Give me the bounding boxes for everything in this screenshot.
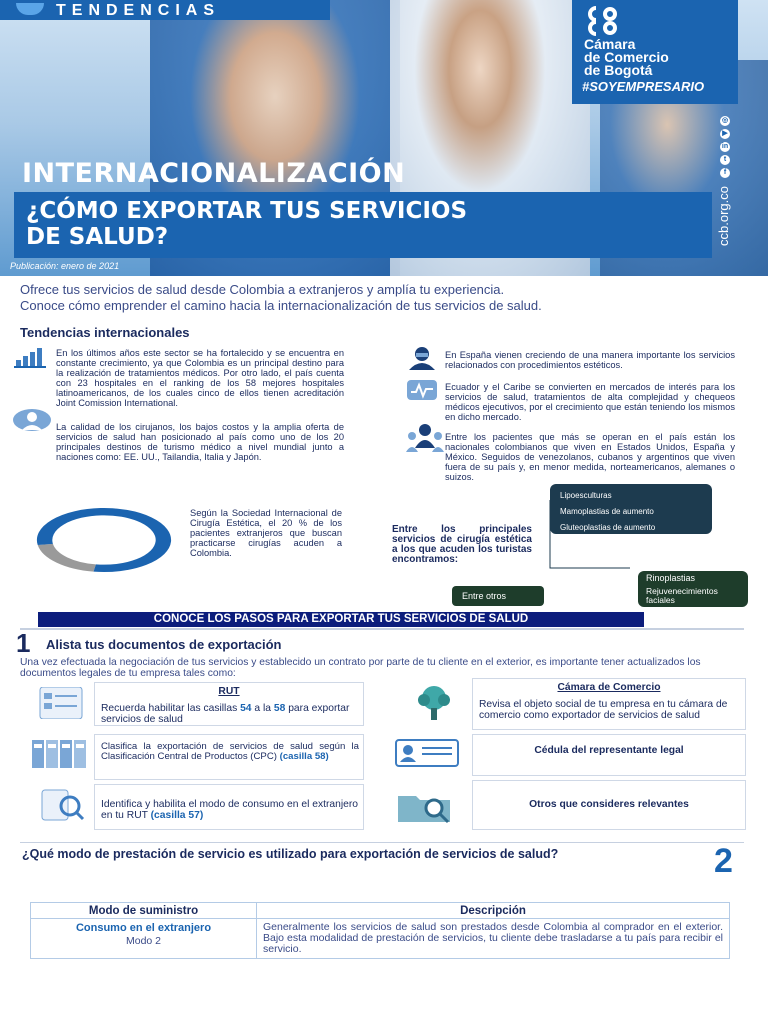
table-header-row	[31, 903, 730, 919]
procedure-item: Gluteoplastias de aumento	[560, 523, 656, 532]
intro	[20, 282, 740, 314]
tendencia-text: La calidad de los cirujanos, los bajos costos y la amplia oferta de servicios de salud han posicionado al país como uno de los 20 principales destinos de turismo médico a nivel mundial junto a naciones como: EE. UU., Tailandia, Italia y Japón.	[56, 422, 344, 462]
cpc-text-part: Clasifica la exportación de servicios de salud según la Clasificación Central de Productos (CPC)	[101, 741, 359, 762]
procedures-lead: Entre los principales servicios de cirugía estética a los que acuden los turistas encontramos:	[392, 524, 532, 565]
rut-title: RUT	[218, 686, 240, 697]
linkedin-icon[interactable]: in	[721, 143, 729, 150]
procedures-otros-box	[452, 586, 544, 606]
kicker: INTERNACIONALIZACIÓN	[22, 158, 406, 189]
facebook-icon[interactable]: f	[720, 168, 730, 178]
clipboard-icon	[36, 788, 86, 822]
procedures-top-box	[550, 484, 712, 534]
youtube-icon[interactable]: ▶	[720, 129, 730, 139]
tendencia-text: En España vienen creciendo de una manera importante los servicios relacionados con procedimientos estéticos.	[445, 350, 735, 370]
label-dot-icon	[16, 3, 44, 15]
doctor-icon	[12, 408, 52, 432]
section-title: Tendencias internacionales	[20, 325, 190, 340]
procedure-item: Rejuvenecimientos faciales	[646, 586, 718, 605]
tendencia-text: En los últimos años este sector se ha fortalecido y se encuentra en constante crecimiento, ya que Colombia es un principal destino para la realización de tratamientos médicos. Por otro lado, el país cuenta con 23 hospitales en el ranking de los 58 mejores hospitales latinoamericanos, de los cuales cinco de ellos tienen acreditación Joint Comission International.	[56, 348, 344, 408]
divider	[20, 842, 744, 843]
building-icon	[408, 684, 460, 722]
tendencia-text: Entre los pacientes que más se operan en el país están los nacionales colombianos que viven en Estados Unidos, España y México. Seguidos de venezolanos, cubanos y argentinos que viven fuera de su país y, en menor medida, norteamericanos, alemanes o suizos.	[445, 432, 735, 482]
logo-name-line: Cámara	[584, 36, 636, 52]
camara-box	[472, 678, 746, 730]
procedure-item: Mamoplastias de aumento	[560, 507, 654, 516]
mode-name: Consumo en el extranjero	[75, 922, 212, 934]
logo-name-line: de Comercio	[584, 49, 669, 65]
intro-line: Conoce cómo emprender el camino hacia la internacionalización de tus servicios de salud.	[20, 298, 542, 313]
mode-number: Modo 2	[125, 935, 162, 947]
section-label-bar	[0, 0, 330, 20]
logo-name-line: de Bogotá	[584, 62, 653, 78]
cedula-box	[472, 734, 746, 776]
ccb-logo[interactable]	[572, 0, 738, 104]
rut-text	[101, 703, 359, 725]
camara-title: Cámara de Comercio	[557, 682, 661, 693]
binders-icon	[30, 738, 90, 770]
cedula-text: Cédula del representante legal	[534, 745, 684, 756]
procedures-bottom-box	[638, 571, 748, 607]
rut-text-part: para exportar servicios de salud	[101, 703, 350, 725]
title-band	[14, 192, 712, 258]
rut-casilla: 54	[240, 703, 252, 714]
logo-name	[584, 38, 669, 77]
monitor-icon	[406, 378, 438, 402]
procedure-otros: Entre otros	[462, 591, 507, 601]
cpc-box	[94, 734, 364, 780]
website-link[interactable]: ccb.org.co	[716, 186, 731, 246]
hashtag: #SOYEMPRESARIO	[582, 79, 705, 94]
donut-callout: Según la Sociedad Internacional de Cirugía Estética, el 20 % de los pacientes extranjeros que buscan practicarse cirugías acuden a Colombia.	[190, 508, 342, 558]
table-cell-mode	[31, 919, 257, 959]
cpc-casilla: (casilla 58)	[279, 751, 329, 762]
page-title: ¿CÓMO EXPORTAR TUS SERVICIOS DE SALUD?	[26, 198, 468, 250]
modo-casilla: (casilla 57)	[150, 810, 204, 821]
rut-text-part: Recuerda habilitar las casillas	[101, 703, 241, 714]
donut-rest-slice	[45, 544, 94, 568]
camara-text: Revisa el objeto social de tu empresa en tu cámara de comercio como exportador de servicios de salud	[479, 699, 728, 721]
bar-chart-icon	[14, 346, 48, 368]
rut-box	[94, 682, 364, 726]
section-label: TENDENCIAS	[56, 2, 221, 19]
table-row	[31, 919, 730, 959]
modo-box	[94, 784, 364, 830]
procedure-item: Lipoesculturas	[560, 491, 612, 500]
instagram-icon[interactable]: ◎	[721, 117, 729, 124]
social-icons	[720, 116, 734, 178]
form-icon	[38, 687, 86, 719]
hero-banner	[0, 0, 768, 276]
table-header: Descripción	[257, 903, 730, 919]
cpc-text	[101, 742, 359, 762]
ccb-logo-icon	[584, 6, 644, 36]
modo-table	[30, 902, 730, 959]
otros-text: Otros que consideres relevantes	[529, 799, 689, 810]
table-header: Modo de suministro	[31, 903, 257, 919]
procedure-item: Rinoplastias	[646, 573, 696, 583]
steps-banner: CONOCE LOS PASOS PARA EXPORTAR TUS SERVICIOS DE SALUD	[38, 612, 644, 627]
people-icon	[406, 422, 444, 456]
table-cell-description: Generalmente los servicios de salud son prestados desde Colombia al comprador en el exterior. Bajo esta modalidad de prestación de servicios, tu cliente debe trasladarse a tu país para recibir el servicio.	[257, 919, 730, 959]
id-card-icon	[394, 738, 460, 768]
step-number: 1	[16, 628, 31, 658]
rut-text-part: a la	[251, 703, 274, 714]
otros-box	[472, 780, 746, 830]
intro-line: Ofrece tus servicios de salud desde Colombia a extranjeros y amplía tu experiencia.	[20, 282, 505, 297]
surgeon-icon	[406, 346, 438, 370]
step2-question: ¿Qué modo de prestación de servicio es utilizado para exportación de servicios de salud?	[22, 847, 559, 861]
tendencia-text: Ecuador y el Caribe se convierten en mercados de interés para los servicios de salud, tratamientos de alta complejidad y chequeos médicos ejecutivos, por el crecimiento que están teniendo los mismos en dicho mercado.	[445, 382, 735, 422]
modo-text-part: Identifica y habilita el modo de consumo en el extranjero en tu RUT	[101, 799, 358, 821]
modo-text	[101, 799, 359, 821]
logo-mark	[584, 6, 644, 36]
folder-search-icon	[396, 788, 460, 824]
twitter-icon[interactable]: t	[720, 155, 730, 165]
step-intro: Una vez efectuada la negociación de tus servicios y establecido un contrato por parte de tu cliente en el exterior, es importante tener actualizados los documentos legales de tu empresa tales como:	[20, 657, 701, 679]
step-number: 2	[714, 842, 733, 880]
publication-date: Publicación: enero de 2021	[10, 261, 120, 271]
step-title: Alista tus documentos de exportación	[46, 637, 282, 652]
divider	[20, 628, 744, 630]
donut-chart	[36, 506, 176, 574]
rut-casilla: 58	[273, 703, 286, 714]
